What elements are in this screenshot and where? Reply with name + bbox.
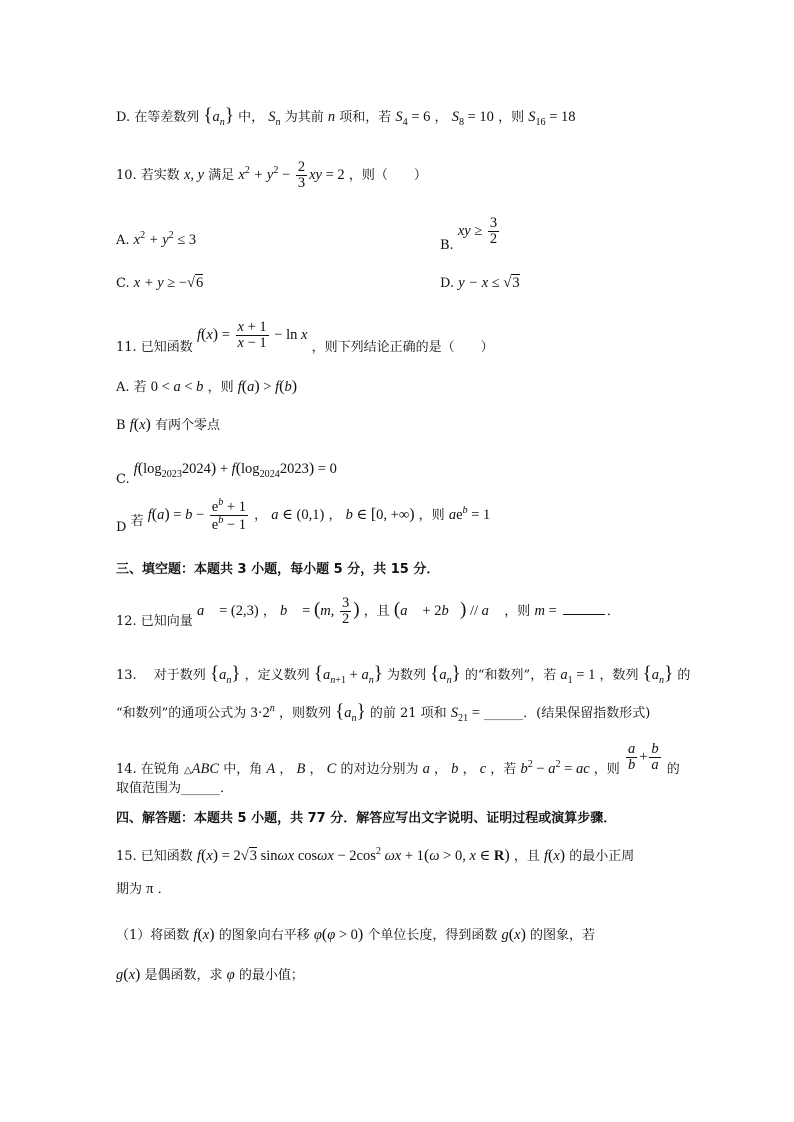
q11-a-label: A. 若 [116, 380, 147, 395]
q15-line1 [116, 846, 634, 865]
q15-text: 期为 [116, 882, 143, 897]
q11-d-label: D [116, 519, 127, 535]
q10-option-d [440, 276, 520, 292]
q9d-n: n [327, 109, 336, 125]
q11-option-a [116, 378, 297, 396]
q11-b-label: B [116, 418, 126, 433]
q11-a-cond: 0 < a < b [150, 379, 204, 395]
q13-text: ______．(结果保留指数形式) [484, 706, 651, 721]
q15-text: 的图象向右平移 [218, 928, 310, 943]
q14-triangle: △ABC [183, 761, 220, 778]
q10-text: ，则（ ） [348, 168, 427, 184]
q14-cond: $b^2 - a^2$ = ac [520, 759, 590, 778]
q11-d-func: f(a) = b − $\frac{e^b + 1}{e^b - 1}$ [147, 497, 246, 533]
q10-d-label: D. [440, 276, 455, 291]
q14-text: ， [434, 762, 448, 778]
q11-d-text: ， [328, 507, 342, 523]
q10-a-expr: $x^2 + y^2 \le 3$ [133, 230, 197, 248]
q12-vec-b: b⃗ = (m, $\frac{3}{2}$ ) [280, 595, 360, 628]
q14-side-a: a [422, 761, 430, 778]
q14-angle-a: A [266, 761, 276, 778]
q9d-text: 项和，若 [339, 110, 392, 125]
q14-angle-b: B [296, 761, 306, 778]
q12-text: ，则 [504, 604, 531, 620]
q15-phi: φ(φ > 0) [313, 926, 364, 943]
q11-option-c [116, 460, 337, 487]
q15-text: 的最小正周 [569, 848, 635, 864]
q15-fx: f(x) [543, 846, 566, 864]
q10-d-expr: y − x ≤ √3 [458, 275, 520, 291]
q10-c-label: C. [116, 276, 130, 291]
q14-text: ， [279, 762, 293, 778]
q14-text: ，则 [593, 762, 620, 778]
q14-line2: 取值范围为______． [116, 781, 234, 796]
q14-text: 的 [666, 762, 680, 778]
q14-text: 的对边分别为 [340, 762, 419, 778]
q13-seq: $\{a_n\}$ [642, 663, 674, 686]
q12-answer-blank [563, 614, 605, 615]
q10-b-label: B. [440, 238, 454, 254]
q15-text: ，且 [513, 848, 540, 864]
q14-text: ， [462, 762, 476, 778]
q15-pi: π [146, 881, 154, 897]
q15-fx: f(x) [193, 926, 215, 943]
q10-c-expr: x + y ≥ −√6 [133, 275, 204, 291]
section-3-heading: 三、填空题：本题共 3 小题，每小题 5 分，共 15 分． [116, 562, 440, 577]
q12-m: m = [534, 603, 557, 620]
section-4-heading: 四、解答题：本题共 5 小题，共 77 分．解答应写出文字说明、证明过程或演算步骤． [116, 811, 617, 826]
q14-text: 中，角 [223, 762, 263, 778]
q13-formula: $3\cdot 2^n$ [250, 703, 275, 721]
q11-b-text: 有两个零点 [154, 418, 220, 433]
q11-a-expr: f(a) > f(b) [237, 378, 298, 395]
q14-line1 [116, 742, 680, 778]
q13-text: 的“和数列”，若 [464, 668, 557, 683]
q13-line1 [116, 664, 690, 686]
q13-text: “和数列”的通项公式为 [116, 706, 247, 721]
q15-text: 个单位长度，得到函数 [367, 928, 498, 943]
q13-label: 13. 对于数列 [116, 668, 206, 683]
q15-part1-line2 [116, 966, 304, 984]
q11-text: ，则下列结论正确的是（ ） [311, 340, 494, 356]
q9d-text: ， [434, 110, 448, 125]
q10-label: 10. 若实数 [116, 168, 180, 184]
q12-text: ， [262, 604, 276, 620]
q11-d-a: a ∈ (0,1) [271, 506, 325, 523]
q13-text: 的前 21 项和 [369, 706, 447, 721]
q13-seq: $\{a_n\}$ [209, 663, 241, 686]
q14-side-c: c [479, 761, 487, 778]
q11-a-text: ，则 [207, 380, 234, 395]
q10-option-b [440, 216, 501, 253]
q13-text: ，则数列 [278, 706, 331, 721]
q11-stem [116, 320, 494, 355]
q9-option-d [116, 106, 576, 128]
q9d-s16: $S_{16} = 18$ [528, 109, 576, 128]
q9d-text: 为其前 [284, 110, 324, 125]
q14-label: 14. 在锐角 [116, 762, 180, 778]
q9d-s8: $S_8 = 10$ [451, 109, 494, 128]
q15-gx: g(x) [501, 926, 526, 943]
q9d-sn: $S_n$ [268, 109, 281, 128]
q13-a1: $a_1 = 1$ [560, 667, 596, 686]
q13-s21: $S_{21}$ = [450, 705, 480, 724]
q13-text: ，定义数列 [244, 668, 310, 683]
q15-gx: g(x) [116, 966, 141, 983]
q12-vec-a: a⃗ = (2,3) [196, 603, 259, 620]
q14-expr: $\frac{a}{b}$ + $\frac{b}{a}$ [627, 741, 659, 774]
q11-d-text: ， [254, 507, 268, 523]
q10-a-label: A. [116, 232, 130, 248]
q13-text: 的 [677, 668, 691, 683]
q13-seq: $\{a_n\}$ [430, 663, 461, 686]
q9d-seq: $\{a_n\}$ [203, 105, 234, 128]
q11-d-text: ，则 [418, 507, 445, 523]
q12-parallel: (a⃗ + 2b⃗) // a⃗ [393, 599, 501, 621]
q14-angle-c: C [326, 761, 337, 778]
q14-text: ， [309, 762, 323, 778]
q11-b-expr: f(x) [129, 416, 151, 433]
q11-func: f(x) = $\frac{x + 1}{x - 1}$ − ln x [196, 319, 308, 352]
q13-line2 [116, 702, 650, 724]
q9d-s4: $S_4 = 6$ [395, 109, 431, 128]
q10-option-c [116, 276, 203, 292]
q15-phi-var: φ [226, 967, 235, 983]
q10-text: 满足 [208, 168, 235, 184]
q13-seq: $\{a_n\}$ [335, 701, 366, 724]
q10-eq: $x^2 + y^2$ − $\frac{2}{3}$ xy = 2 [238, 159, 345, 192]
q15-text: 的最小值； [238, 968, 304, 983]
q12-period: ． [606, 604, 620, 620]
q12 [116, 596, 620, 629]
q12-text: ，且 [363, 604, 390, 620]
q15-func: f(x) = 2√3 sinωx $\cos\omega x - 2\cos^2$ ωx + 1(ω > 0, x ∈ R) [196, 846, 510, 864]
q10-xy: x, y [183, 167, 205, 184]
q11-d-b: b ∈ [0, +∞) [345, 505, 415, 523]
q15-text: 的图象，若 [530, 928, 596, 943]
q15-label: 15. 已知函数 [116, 848, 193, 864]
q15-text: ． [157, 882, 171, 897]
q14-side-b: b [451, 761, 459, 778]
q13-text: 为数列 [387, 668, 427, 683]
q13-sum-seq: $\{a_{n+1} + a_n\}$ [313, 663, 383, 686]
q15-line2 [116, 882, 171, 898]
q9d-text: 中， [238, 110, 265, 125]
q12-label: 12. 已知向量 [116, 614, 193, 630]
q14-text: ，若 [490, 762, 517, 778]
q11-c-expr: $f(\log_{2023}2024) + f(\log_{2024}2023) = 0$ [133, 460, 337, 480]
q11-d-result: $ae^b = 1$ [448, 505, 491, 523]
q11-label: 11. 已知函数 [116, 340, 193, 356]
q15-part1-line1 [116, 926, 595, 944]
q10-stem [116, 160, 427, 191]
q11-option-b [116, 416, 220, 434]
q9d-label: D. 在等差数列 [116, 110, 200, 125]
q15-part1-label: （1）将函数 [116, 928, 190, 943]
q11-option-d [116, 498, 490, 535]
q9d-text: ，则 [498, 110, 525, 125]
q11-d-text: 若 [130, 513, 144, 529]
q11-c-label: C. [116, 472, 130, 487]
q15-text: 是偶函数，求 [144, 968, 223, 983]
q13-text: ，数列 [599, 668, 639, 683]
q10-option-a [116, 230, 196, 249]
q10-b-expr: xy ≥ $\frac{3}{2}$ [457, 215, 498, 248]
